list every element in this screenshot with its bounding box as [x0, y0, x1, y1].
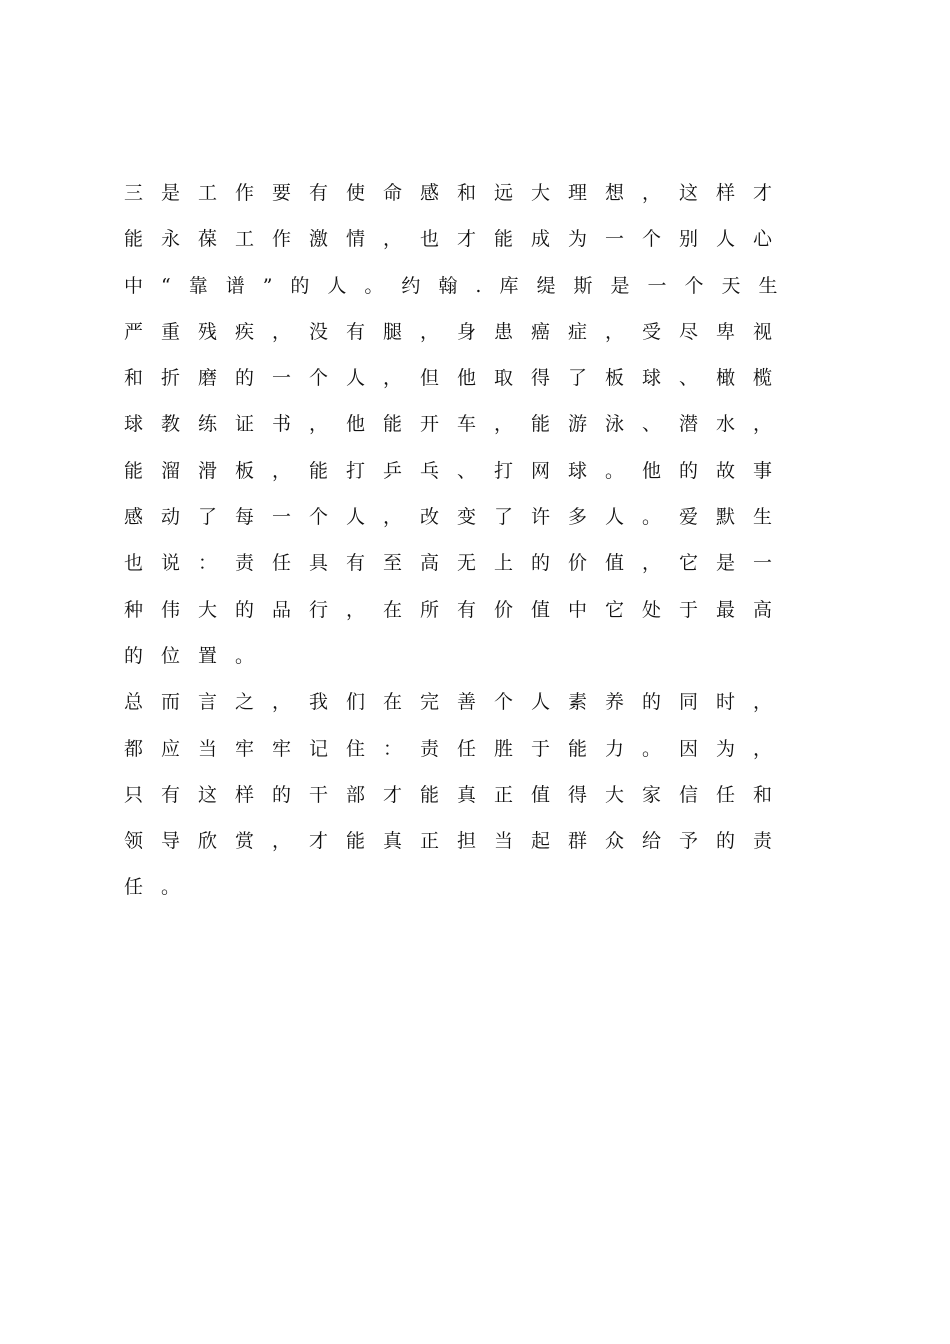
text-line: 球教练证书，他能开车，能游泳、潜水，	[124, 413, 791, 436]
text-line: 和折磨的一个人，但他取得了板球、橄榄	[124, 367, 791, 390]
text-line: 任。	[124, 876, 199, 899]
text-line: 总而言之，我们在完善个人素养的同时，	[124, 691, 791, 714]
text-line: 感动了每一个人，改变了许多人。爱默生	[124, 506, 791, 529]
text-line: 严重残疾，没有腿，身患癌症，受尽卑视	[124, 320, 791, 343]
text-line: 种伟大的品行，在所有价值中它处于最高	[124, 598, 791, 621]
text-line: 的位置。	[124, 644, 273, 667]
body-text	[124, 178, 824, 919]
text-line: 领导欣赏，才能真正担当起群众给予的责	[124, 830, 791, 853]
text-line: 中“靠谱”的人。约翰.库缇斯是一个天生	[124, 274, 796, 297]
text-line: 都应当牢牢记住：责任胜于能力。因为，	[124, 737, 791, 760]
text-line: 能永葆工作激情，也才能成为一个别人心	[124, 228, 791, 251]
text-line: 也说：责任具有至高无上的价值，它是一	[124, 552, 791, 575]
text-line: 只有这样的干部才能真正值得大家信任和	[124, 783, 791, 806]
text-line: 能溜滑板，能打乒乓、打网球。他的故事	[124, 459, 791, 482]
text-line: 三是工作要有使命感和远大理想，这样才	[124, 182, 791, 204]
